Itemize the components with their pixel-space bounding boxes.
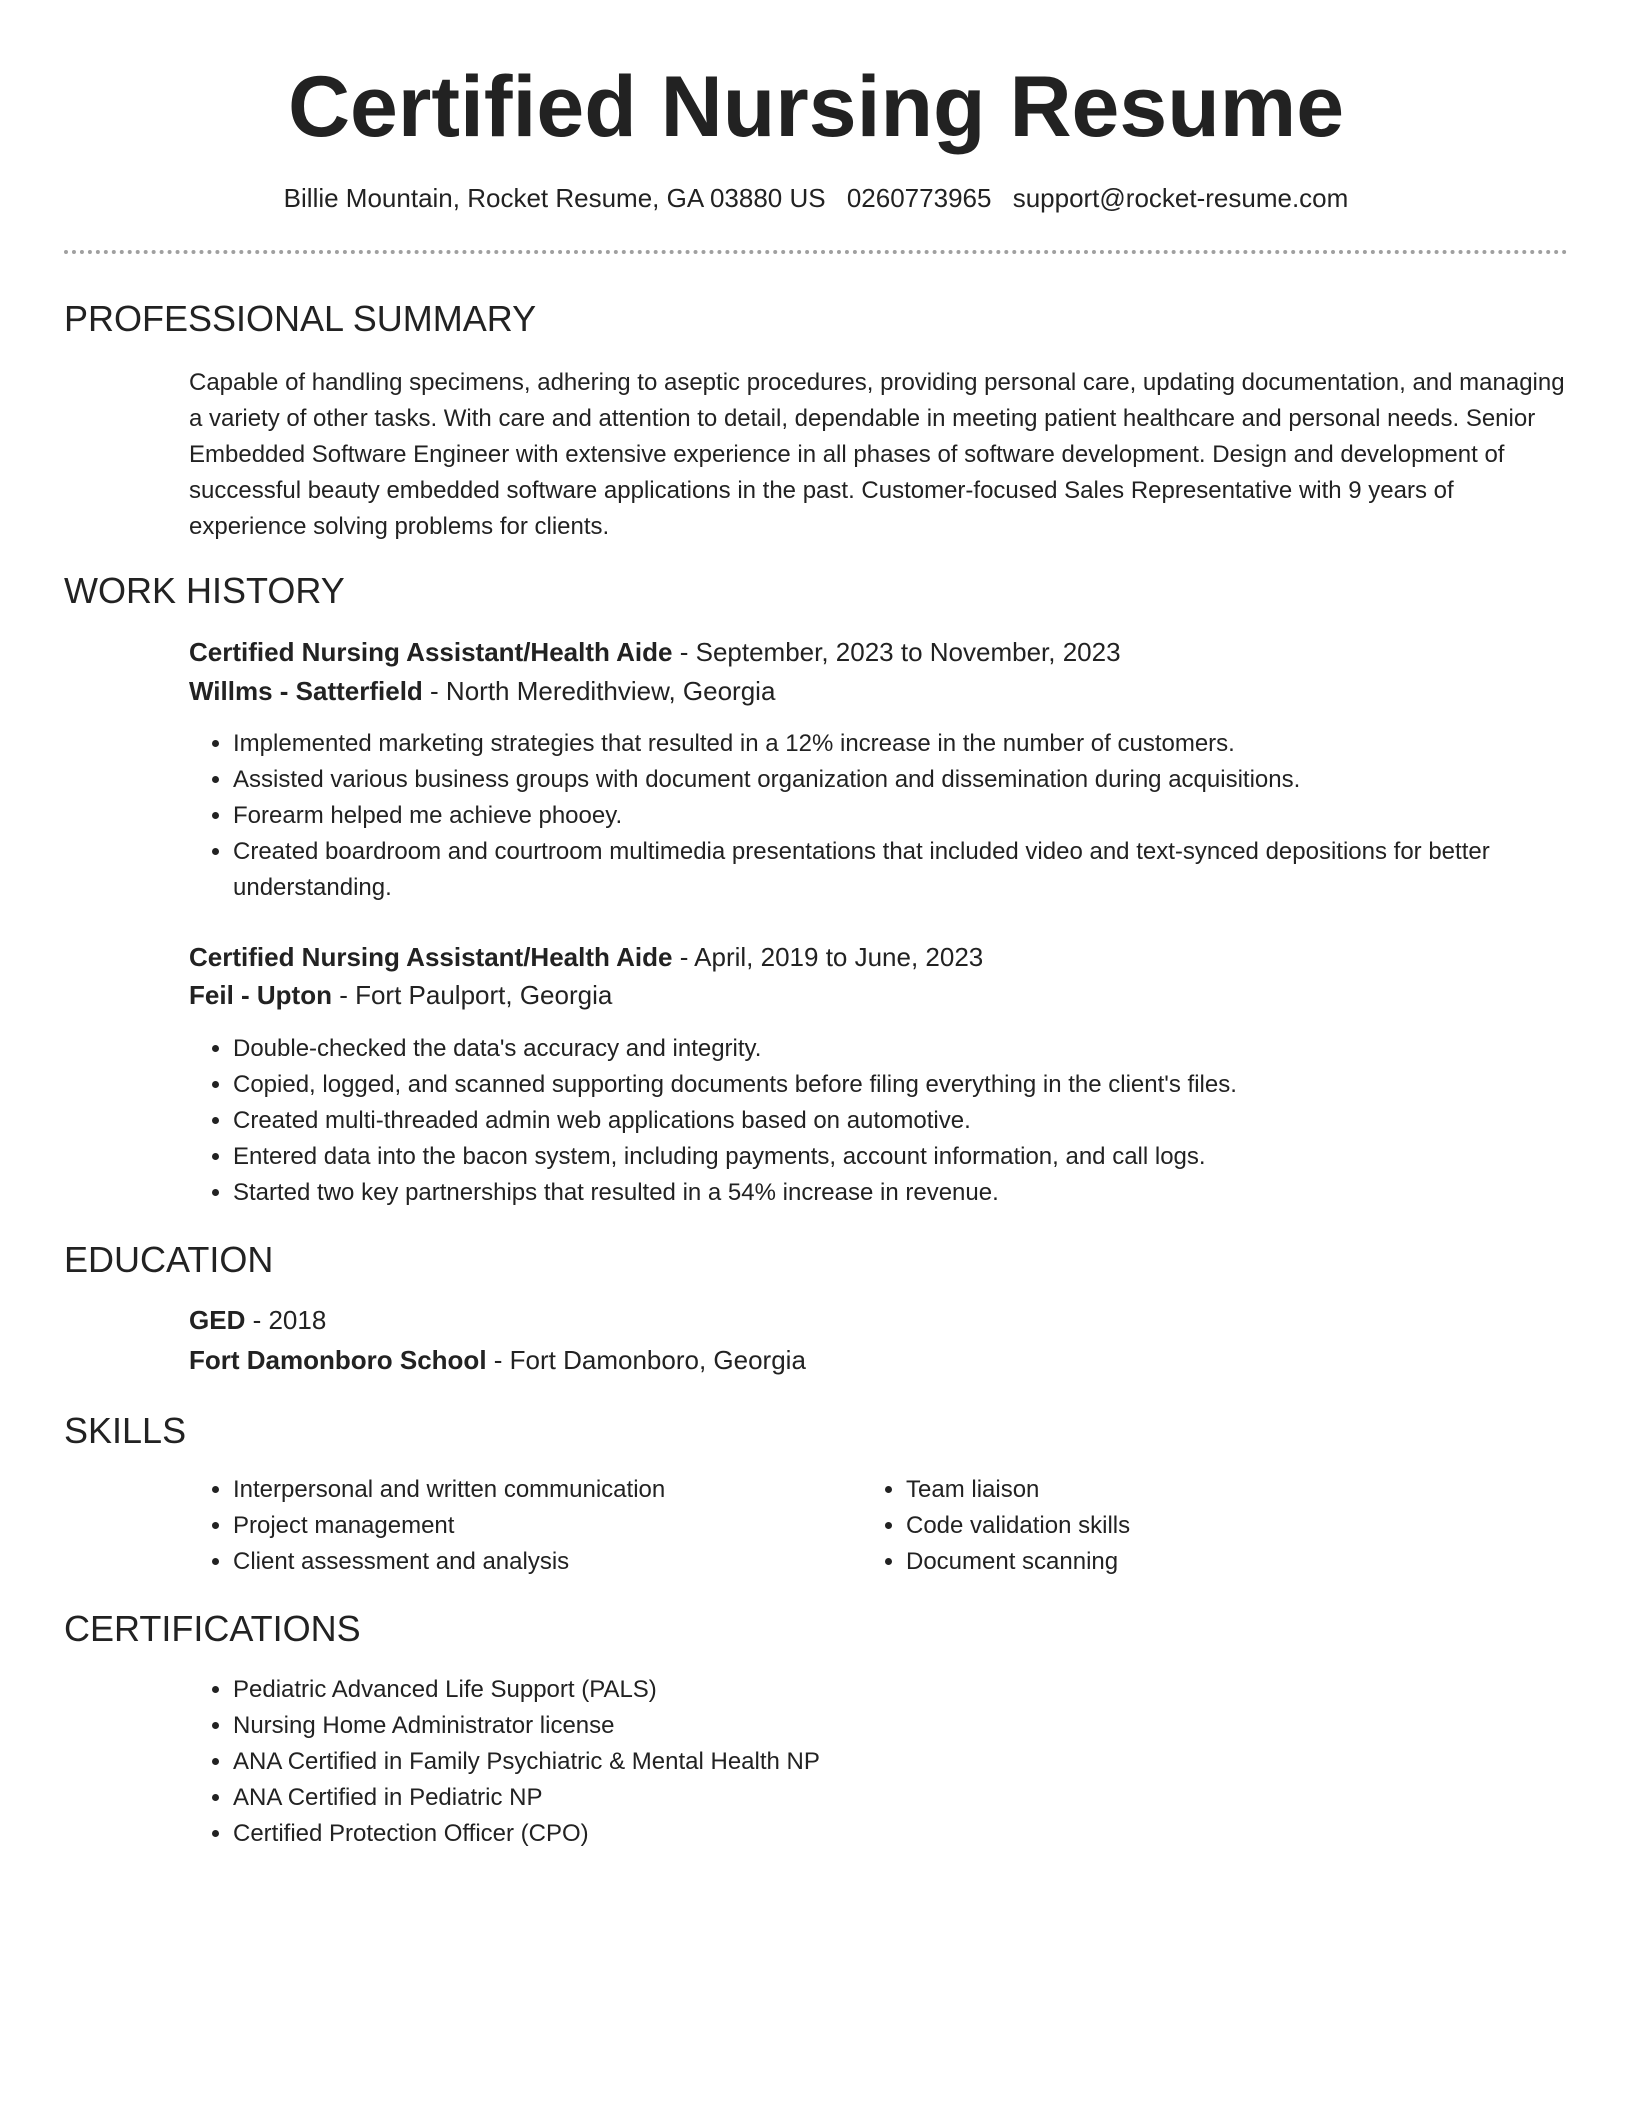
job-2-location: - Fort Paulport, Georgia bbox=[331, 980, 613, 1010]
work-history-heading: WORK HISTORY bbox=[64, 570, 345, 611]
header-divider bbox=[64, 250, 1568, 254]
list-item: • ANA Certified in Family Psychiatric & Mental Health NP bbox=[233, 1744, 1612, 1780]
list-item: • Created multi-threaded admin web applications based on automotive. bbox=[233, 1103, 1612, 1139]
job-1-title-line bbox=[189, 633, 1121, 671]
contact-phone: 0260773965 bbox=[846, 183, 992, 213]
list-item: • Copied, logged, and scanned supporting documents before filing everything in the client's files. bbox=[233, 1067, 1612, 1103]
job-1-company: Willms - Satterfield bbox=[189, 676, 423, 706]
education-degree-line bbox=[189, 1301, 326, 1339]
education-year: - 2018 bbox=[245, 1305, 327, 1335]
education-school-line bbox=[189, 1341, 806, 1379]
list-item: • Entered data into the bacon system, including payments, account information, and call logs. bbox=[233, 1139, 1612, 1175]
education-school: Fort Damonboro School bbox=[189, 1345, 487, 1375]
job-2-company: Feil - Upton bbox=[189, 980, 332, 1010]
job-2-company-line bbox=[189, 976, 612, 1014]
education-heading: EDUCATION bbox=[64, 1239, 274, 1280]
job-2-title: Certified Nursing Assistant/Health Aide bbox=[189, 942, 673, 972]
job-1-title: Certified Nursing Assistant/Health Aide bbox=[189, 637, 673, 667]
summary-text: Capable of handling specimens, adhering to aseptic procedures, providing personal care, updating documentation, and managing a variety of other tasks. With care and attention to detail, dependable in meeting patient healthcare and personal needs. Senior Embedded Software Engineer with extensive experience in all phases of software development. Design and development of successful beauty embedded software applications in the past. Customer-focused Sales Representative with 9 years of experience solving problems for clients. bbox=[189, 369, 1565, 540]
summary-heading: PROFESSIONAL SUMMARY bbox=[64, 298, 537, 339]
list-item: • Code validation skills bbox=[906, 1508, 1546, 1544]
list-item: • Certified Protection Officer (CPO) bbox=[233, 1816, 1612, 1852]
list-item: • Client assessment and analysis bbox=[233, 1544, 873, 1580]
list-item: • Pediatric Advanced Life Support (PALS) bbox=[233, 1672, 1612, 1708]
list-item: • Interpersonal and written communication bbox=[233, 1472, 873, 1508]
list-item: • ANA Certified in Pediatric NP bbox=[233, 1780, 1612, 1816]
list-item: • Implemented marketing strategies that resulted in a 12% increase in the number of customers. bbox=[233, 726, 1612, 762]
skills-heading: SKILLS bbox=[64, 1410, 187, 1451]
job-2-title-line bbox=[189, 938, 983, 976]
education-degree: GED bbox=[189, 1305, 246, 1335]
job-1-company-line bbox=[189, 672, 775, 710]
job-1-location: - North Meredithview, Georgia bbox=[422, 676, 776, 706]
resume-title: Certified Nursing Resume bbox=[287, 59, 1345, 155]
list-item: • Assisted various business groups with document organization and dissemination during acquisitions. bbox=[233, 762, 1612, 798]
list-item: • Created boardroom and courtroom multimedia presentations that included video and text-synced depositions for better understanding. bbox=[233, 834, 1612, 906]
list-item: • Started two key partnerships that resulted in a 54% increase in revenue. bbox=[233, 1175, 1612, 1211]
certifications-heading: CERTIFICATIONS bbox=[64, 1608, 361, 1649]
job-1-dates: - September, 2023 to November, 2023 bbox=[672, 637, 1121, 667]
list-item: • Double-checked the data's accuracy and integrity. bbox=[233, 1031, 1612, 1067]
list-item: • Team liaison bbox=[906, 1472, 1546, 1508]
skills-list-right bbox=[862, 1472, 1546, 1580]
education-location: - Fort Damonboro, Georgia bbox=[486, 1345, 806, 1375]
job-2-dates: - April, 2019 to June, 2023 bbox=[672, 942, 984, 972]
job-1-bullets bbox=[189, 726, 1612, 906]
list-item: • Forearm helped me achieve phooey. bbox=[233, 798, 1612, 834]
list-item: • Nursing Home Administrator license bbox=[233, 1708, 1612, 1744]
skills-list-left bbox=[189, 1472, 873, 1580]
contact-info bbox=[0, 178, 1632, 218]
certifications-list bbox=[189, 1672, 1612, 1852]
job-2-bullets bbox=[189, 1031, 1612, 1211]
list-item: • Project management bbox=[233, 1508, 873, 1544]
contact-email: support@rocket-resume.com bbox=[1012, 183, 1349, 213]
list-item: • Document scanning bbox=[906, 1544, 1546, 1580]
contact-address: Billie Mountain, Rocket Resume, GA 03880 US bbox=[283, 183, 826, 213]
